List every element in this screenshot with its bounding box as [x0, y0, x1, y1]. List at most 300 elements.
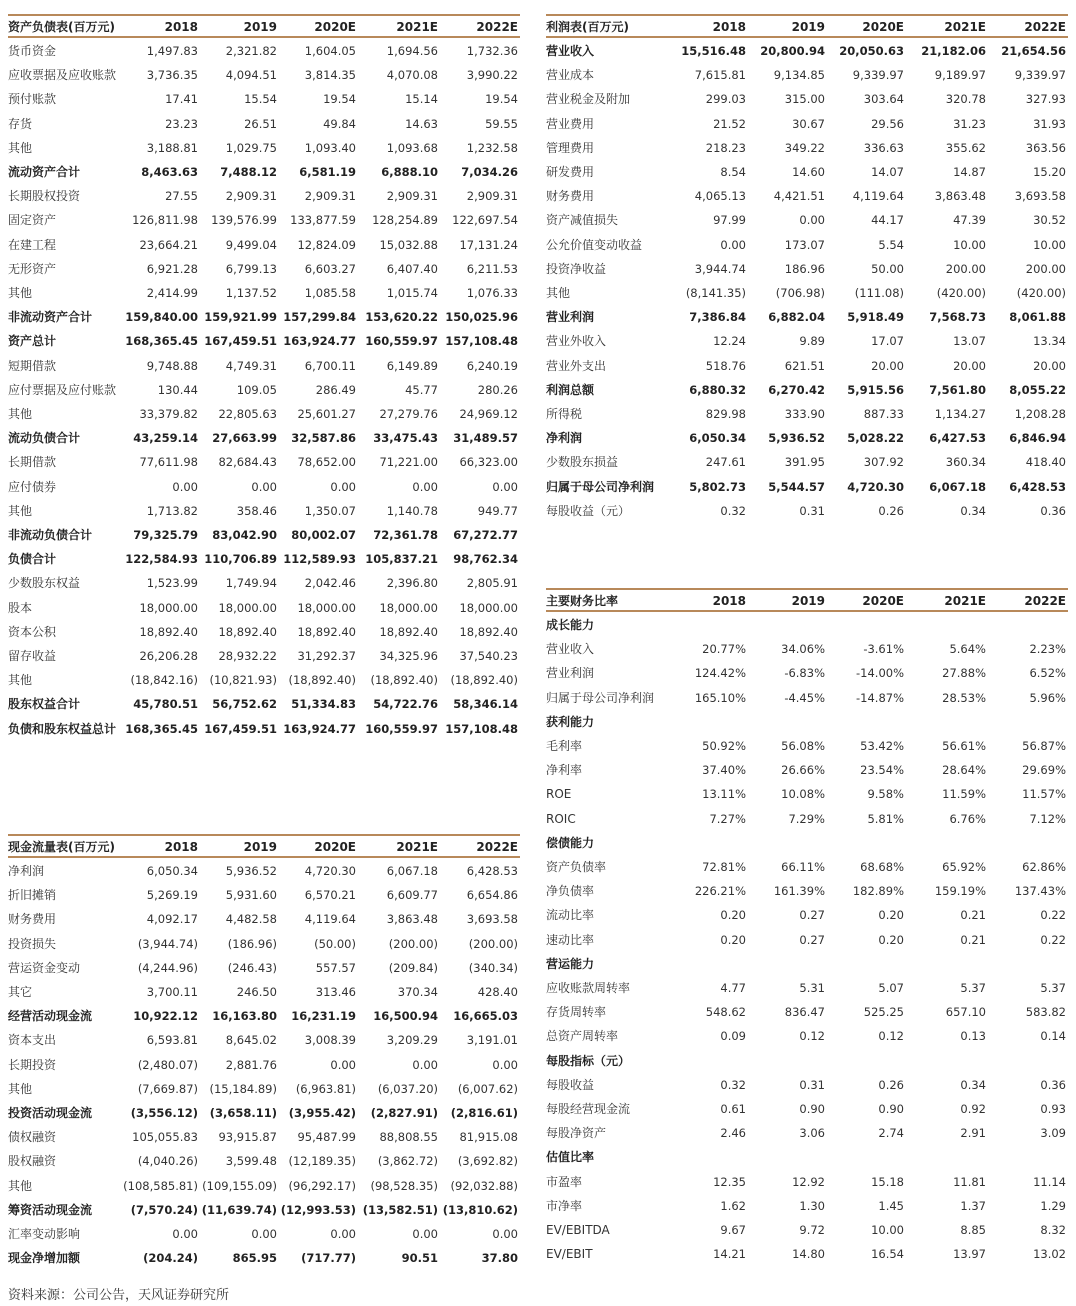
value-cell: 10,922.12 — [133, 1009, 198, 1024]
value-cell: 3,944.74 — [694, 261, 746, 276]
value-cell: 6.52% — [1029, 666, 1066, 681]
value-cell: 22,805.63 — [218, 407, 277, 421]
row-label: 管理费用 — [546, 140, 595, 155]
table-row — [546, 856, 1068, 878]
row-label: 非流动负债合计 — [8, 528, 93, 542]
table-row — [8, 427, 520, 449]
row-label: 成长能力 — [546, 618, 595, 632]
value-cell: 5.31 — [799, 981, 825, 995]
row-label: 无形资产 — [8, 261, 57, 276]
value-cell: 65.92% — [942, 860, 986, 874]
value-cell: 360.34 — [945, 455, 986, 470]
value-cell: 80,002.07 — [291, 528, 356, 542]
value-cell: 6,050.34 — [146, 864, 198, 878]
table-row — [8, 1005, 520, 1027]
row-label: 速动比率 — [546, 932, 595, 947]
year-header: 2020E — [314, 20, 356, 34]
value-cell: 4,119.64 — [852, 189, 904, 204]
year-header: 2019 — [791, 20, 825, 34]
value-cell: 5,936.52 — [768, 431, 825, 446]
value-cell: (706.98) — [775, 286, 825, 300]
value-cell: (13,810.62) — [442, 1202, 518, 1217]
value-cell: 157,108.48 — [445, 334, 518, 349]
value-cell: 31.93 — [1033, 116, 1066, 131]
value-cell: 246.50 — [236, 985, 277, 999]
value-cell: 2,909.31 — [304, 189, 356, 204]
table-row — [546, 1122, 1068, 1144]
value-cell: 226.21% — [694, 884, 746, 899]
value-cell — [814, 953, 904, 975]
value-cell: 59.55 — [485, 116, 518, 131]
value-cell: 159,840.00 — [125, 310, 198, 325]
row-label: 在建工程 — [8, 237, 57, 252]
row-label: 每股指标（元） — [546, 1053, 631, 1068]
value-cell: 25,601.27 — [297, 407, 356, 421]
value-cell: 0.00 — [330, 1057, 356, 1072]
value-cell: 6,888.10 — [381, 165, 438, 179]
value-cell: 0.27 — [799, 908, 825, 923]
value-cell: 0.00 — [492, 479, 518, 494]
value-cell: (18,892.40) — [288, 673, 356, 688]
row-label: 市盈率 — [546, 1174, 583, 1189]
table-row — [8, 597, 520, 619]
value-cell: 9.72 — [799, 1223, 825, 1237]
value-cell: 34,325.96 — [379, 649, 438, 663]
value-cell — [656, 614, 746, 636]
value-cell: 83,042.90 — [212, 528, 277, 542]
value-cell — [976, 953, 1066, 975]
table-row — [546, 759, 1068, 781]
row-label: 应收账款周转率 — [546, 981, 631, 995]
row-label: 债权融资 — [8, 1130, 57, 1145]
table-row — [8, 88, 520, 110]
table-row — [546, 783, 1068, 805]
table-row — [8, 234, 520, 256]
value-cell: 0.09 — [720, 1029, 746, 1044]
table-row — [546, 735, 1068, 757]
value-cell: 6,149.89 — [386, 358, 438, 373]
value-cell: 12.92 — [792, 1174, 825, 1189]
value-cell: (11,639.74) — [201, 1202, 277, 1217]
table-title: 现金流量表(百万元) — [8, 840, 115, 854]
value-cell: 15.20 — [1033, 165, 1066, 179]
value-cell: 18,892.40 — [379, 624, 438, 639]
row-label: 营业外支出 — [546, 358, 607, 373]
value-cell: 9,134.85 — [773, 68, 825, 83]
row-label: 每股收益（元） — [546, 503, 631, 518]
table-row — [8, 1199, 520, 1221]
table-row — [546, 1098, 1068, 1120]
table-row — [8, 1247, 520, 1269]
table-row — [8, 884, 520, 906]
value-cell: 355.62 — [945, 140, 986, 155]
value-cell: 13.07 — [953, 334, 986, 349]
value-cell: 0.00 — [251, 479, 277, 494]
value-cell: 0.34 — [960, 503, 986, 518]
value-cell: 23,664.21 — [139, 237, 198, 252]
year-header: 2021E — [396, 840, 438, 854]
value-cell: 5.54 — [878, 237, 904, 252]
value-cell: 3.09 — [1040, 1126, 1066, 1141]
table-row — [546, 427, 1068, 449]
value-cell: 5,269.19 — [146, 888, 198, 903]
value-cell: 1,085.58 — [304, 286, 356, 300]
value-cell: -4.45% — [784, 690, 825, 705]
value-cell: 105,837.21 — [365, 552, 438, 567]
value-cell: 0.20 — [720, 908, 746, 923]
table-title: 主要财务比率 — [546, 594, 619, 608]
row-label: 市净率 — [546, 1198, 583, 1213]
value-cell: (111.08) — [854, 286, 904, 300]
value-cell: 20.00 — [871, 358, 904, 373]
value-cell: 47.39 — [953, 213, 986, 228]
value-cell: 90.51 — [401, 1251, 438, 1266]
value-cell: 5,931.60 — [225, 888, 277, 903]
value-cell: 8,055.22 — [1009, 382, 1066, 397]
row-label: 营运资金变动 — [8, 960, 81, 975]
value-cell: 16,665.03 — [453, 1009, 518, 1024]
value-cell: (2,816.61) — [450, 1106, 518, 1120]
table-header — [546, 588, 1068, 612]
value-cell: 1,497.83 — [146, 44, 198, 58]
value-cell — [896, 832, 986, 854]
value-cell: 3,700.11 — [146, 985, 198, 999]
row-label: 其他 — [8, 140, 33, 155]
value-cell: 139,576.99 — [211, 213, 277, 228]
value-cell: (8,141.35) — [685, 286, 746, 300]
row-label: 毛利率 — [546, 739, 583, 753]
value-cell: 1,076.33 — [466, 286, 518, 300]
table-row — [8, 572, 520, 594]
value-cell: 16.54 — [871, 1247, 904, 1262]
value-cell: (204.24) — [143, 1251, 198, 1266]
value-cell: (12,993.53) — [280, 1202, 356, 1217]
table-row — [546, 185, 1068, 207]
value-cell: 15.18 — [871, 1174, 904, 1189]
value-cell: 1,015.74 — [386, 286, 438, 300]
row-label: 营业税金及附加 — [546, 92, 631, 107]
table-row — [546, 1171, 1068, 1193]
row-label: ROE — [546, 787, 572, 802]
value-cell: (96,292.17) — [288, 1178, 356, 1193]
value-cell: 16,163.80 — [212, 1009, 277, 1024]
value-cell: (2,827.91) — [370, 1106, 438, 1120]
value-cell: 18,000.00 — [139, 600, 198, 615]
value-cell: 3,008.39 — [304, 1033, 356, 1048]
value-cell: 3,693.58 — [466, 912, 518, 927]
value-cell: 18,892.40 — [297, 624, 356, 639]
table-row — [546, 500, 1068, 522]
value-cell: 0.00 — [172, 479, 198, 494]
value-cell — [656, 711, 746, 733]
value-cell: 0.34 — [960, 1077, 986, 1092]
value-cell — [735, 1050, 825, 1072]
value-cell: 4,720.30 — [847, 479, 904, 494]
value-cell: 7,034.26 — [461, 165, 518, 179]
year-header: 2018 — [164, 20, 198, 34]
value-cell — [896, 1146, 986, 1168]
value-cell: 1,749.94 — [225, 576, 277, 591]
value-cell: 1,093.68 — [386, 140, 438, 155]
value-cell: 21.52 — [713, 116, 746, 131]
value-cell: 1,140.78 — [386, 503, 438, 518]
value-cell: (6,007.62) — [457, 1081, 518, 1096]
value-cell — [656, 1146, 746, 1168]
row-label: 长期股权投资 — [8, 189, 81, 204]
value-cell: 0.21 — [960, 908, 986, 923]
value-cell: 160,559.97 — [365, 334, 438, 349]
row-label: 流动资产合计 — [8, 165, 81, 179]
value-cell: 26,206.28 — [139, 649, 198, 663]
table-title: 资产负债表(百万元) — [8, 20, 115, 34]
value-cell: 4,720.30 — [304, 864, 356, 878]
table-row — [8, 524, 520, 546]
value-cell: 15.54 — [244, 92, 277, 107]
section-row — [546, 614, 1068, 636]
value-cell: (10,821.93) — [209, 673, 277, 688]
value-cell — [656, 1050, 746, 1072]
section-row — [546, 1050, 1068, 1072]
value-cell: (7,570.24) — [130, 1202, 198, 1217]
value-cell: 2.91 — [960, 1126, 986, 1141]
value-cell: 160,559.97 — [365, 721, 438, 736]
value-cell: 112,589.93 — [283, 552, 356, 567]
value-cell: 68.68% — [860, 860, 904, 874]
value-cell: 16,231.19 — [291, 1009, 356, 1024]
row-label: EV/EBITDA — [546, 1223, 610, 1237]
value-cell: 557.57 — [315, 960, 356, 975]
row-label: 存货 — [8, 116, 33, 131]
value-cell: 37.40% — [702, 763, 746, 778]
value-cell: 167,459.51 — [204, 334, 277, 349]
value-cell: (12,189.35) — [288, 1154, 356, 1169]
value-cell: 20,050.63 — [839, 44, 904, 58]
table-row — [8, 1175, 520, 1197]
value-cell: 5.64% — [949, 642, 986, 657]
table-row — [546, 40, 1068, 62]
value-cell: 320.78 — [945, 92, 986, 107]
value-cell: 0.14 — [1040, 1029, 1066, 1044]
value-cell: 0.21 — [960, 932, 986, 947]
value-cell: 1,523.99 — [146, 576, 198, 591]
value-cell: 548.62 — [705, 1005, 746, 1020]
table-row — [546, 476, 1068, 498]
value-cell: 307.92 — [863, 455, 904, 470]
table-row — [8, 185, 520, 207]
value-cell: 0.90 — [799, 1102, 825, 1116]
value-cell: 19.54 — [485, 92, 518, 107]
table-row — [8, 669, 520, 691]
value-cell: 9.58% — [867, 787, 904, 802]
table-row — [8, 40, 520, 62]
value-cell: 11.57% — [1022, 787, 1066, 802]
table-row — [8, 718, 520, 740]
value-cell: 3,863.48 — [386, 912, 438, 927]
row-label: 净利率 — [546, 763, 583, 778]
value-cell: 303.64 — [863, 92, 904, 107]
value-cell: 358.46 — [236, 503, 277, 518]
value-cell — [735, 1146, 825, 1168]
row-label: 应付票据及应付账款 — [8, 382, 117, 397]
table-row — [8, 957, 520, 979]
year-header: 2020E — [862, 594, 904, 608]
value-cell: 50.92% — [702, 739, 746, 753]
value-cell: 1,732.36 — [466, 44, 518, 58]
value-cell: 9.89 — [799, 334, 825, 349]
value-cell: (3,556.12) — [130, 1106, 198, 1120]
value-cell: 583.82 — [1025, 1005, 1066, 1020]
table-row — [546, 1025, 1068, 1047]
row-label: 营业收入 — [546, 642, 595, 657]
value-cell: 27,279.76 — [379, 407, 438, 421]
value-cell — [735, 711, 825, 733]
value-cell: 4,065.13 — [694, 189, 746, 204]
value-cell: 6,593.81 — [146, 1033, 198, 1048]
value-cell: (3,862.72) — [377, 1154, 438, 1169]
row-label: 营业费用 — [546, 116, 595, 131]
value-cell: 33,475.43 — [373, 431, 438, 446]
value-cell: 836.47 — [784, 1005, 825, 1020]
value-cell: 391.95 — [784, 455, 825, 470]
value-cell: 0.32 — [720, 1077, 746, 1092]
table-row — [546, 977, 1068, 999]
year-header: 2021E — [944, 20, 986, 34]
value-cell: 0.61 — [720, 1102, 746, 1116]
value-cell: 157,108.48 — [445, 721, 518, 736]
row-label: 净利润 — [546, 431, 583, 446]
value-cell: 20,800.94 — [760, 44, 825, 58]
row-label: 归属于母公司净利润 — [546, 479, 655, 494]
value-cell: 1,694.56 — [386, 44, 438, 58]
row-label: ROIC — [546, 811, 576, 826]
value-cell: 15,032.88 — [379, 237, 438, 252]
value-cell: (7,669.87) — [137, 1081, 198, 1096]
value-cell: 428.40 — [477, 985, 518, 999]
value-cell: 44.17 — [871, 213, 904, 228]
table-row — [8, 908, 520, 930]
value-cell: 122,584.93 — [125, 552, 198, 567]
value-cell: 13.11% — [702, 787, 746, 802]
value-cell: 1,137.52 — [225, 286, 277, 300]
section-row — [546, 711, 1068, 733]
row-label: 股权融资 — [8, 1154, 57, 1169]
table-row — [546, 355, 1068, 377]
table-row — [8, 548, 520, 570]
value-cell: 3,693.58 — [1014, 189, 1066, 204]
value-cell: (92,032.88) — [450, 1178, 518, 1193]
value-cell: 247.61 — [705, 455, 746, 470]
value-cell — [814, 711, 904, 733]
table-row — [546, 234, 1068, 256]
value-cell: 829.98 — [705, 407, 746, 421]
value-cell: 82,684.43 — [218, 455, 277, 470]
row-label: 流动比率 — [546, 908, 595, 923]
value-cell: 6,570.21 — [304, 888, 356, 903]
value-cell: 0.27 — [799, 932, 825, 947]
value-cell: 6,880.32 — [689, 382, 746, 397]
table-row — [8, 306, 520, 328]
value-cell: 1.62 — [720, 1198, 746, 1213]
value-cell: (109,155.09) — [202, 1178, 277, 1193]
table-row — [546, 64, 1068, 86]
value-cell: 81,915.08 — [459, 1130, 518, 1145]
value-cell: 51,334.83 — [291, 697, 356, 712]
year-header: 2019 — [243, 20, 277, 34]
value-cell: 8,645.02 — [225, 1033, 277, 1048]
table-title: 利润表(百万元) — [546, 20, 629, 34]
table-row — [8, 403, 520, 425]
value-cell — [896, 1050, 986, 1072]
value-cell: 71,221.00 — [379, 455, 438, 470]
row-label: 存货周转率 — [546, 1005, 607, 1020]
table-row — [546, 209, 1068, 231]
value-cell: (18,892.40) — [450, 673, 518, 688]
value-cell: (98,528.35) — [370, 1178, 438, 1193]
value-cell — [976, 614, 1066, 636]
row-label: 汇率变动影响 — [8, 1227, 81, 1241]
value-cell: 159.19% — [934, 884, 986, 899]
value-cell: 6,270.42 — [768, 382, 825, 397]
value-cell: 1,208.28 — [1014, 407, 1066, 421]
value-cell: 9,189.97 — [934, 68, 986, 83]
value-cell: 37.80 — [481, 1251, 518, 1266]
value-cell: 6,654.86 — [466, 888, 518, 903]
row-label: 营运能力 — [546, 956, 595, 971]
value-cell: 315.00 — [784, 92, 825, 107]
value-cell: 29.56 — [871, 116, 904, 131]
row-label: 负债合计 — [8, 552, 57, 567]
value-cell: (6,963.81) — [295, 1081, 356, 1096]
table-row — [8, 1054, 520, 1076]
value-cell: 186.96 — [784, 261, 825, 276]
table-row — [546, 379, 1068, 401]
value-cell: 54,722.76 — [373, 697, 438, 712]
row-label: 现金净增加额 — [8, 1251, 81, 1266]
row-label: 总资产周转率 — [546, 1029, 619, 1044]
value-cell — [814, 1146, 904, 1168]
section-row — [546, 832, 1068, 854]
value-cell: 657.10 — [945, 1005, 986, 1020]
value-cell: 15,516.48 — [681, 44, 746, 58]
section-row — [546, 953, 1068, 975]
value-cell: 21,654.56 — [1001, 44, 1066, 58]
value-cell — [976, 1050, 1066, 1072]
row-label: 财务费用 — [8, 912, 57, 927]
table-row — [8, 64, 520, 86]
value-cell: 17,131.24 — [459, 237, 518, 252]
value-cell: 0.90 — [878, 1102, 904, 1116]
value-cell: 3,188.81 — [146, 140, 198, 155]
row-label: 其他 — [8, 1178, 33, 1193]
row-label: 其他 — [8, 1081, 33, 1096]
table-row — [8, 1102, 520, 1124]
value-cell: 0.00 — [330, 479, 356, 494]
value-cell: 14.21 — [713, 1247, 746, 1262]
value-cell: 31,489.57 — [453, 431, 518, 446]
value-cell: 27,663.99 — [212, 431, 277, 446]
row-label: 净负债率 — [546, 884, 595, 899]
value-cell: 200.00 — [1025, 261, 1066, 276]
value-cell: 50.00 — [871, 261, 904, 276]
value-cell: 10.00 — [953, 237, 986, 252]
value-cell: 0.00 — [412, 479, 438, 494]
value-cell: 8.32 — [1040, 1223, 1066, 1237]
value-cell: 9.67 — [720, 1223, 746, 1237]
value-cell: 0.32 — [720, 503, 746, 518]
value-cell: 6,067.18 — [386, 864, 438, 878]
value-cell: 11.59% — [942, 787, 986, 802]
value-cell: 3,736.35 — [146, 68, 198, 83]
